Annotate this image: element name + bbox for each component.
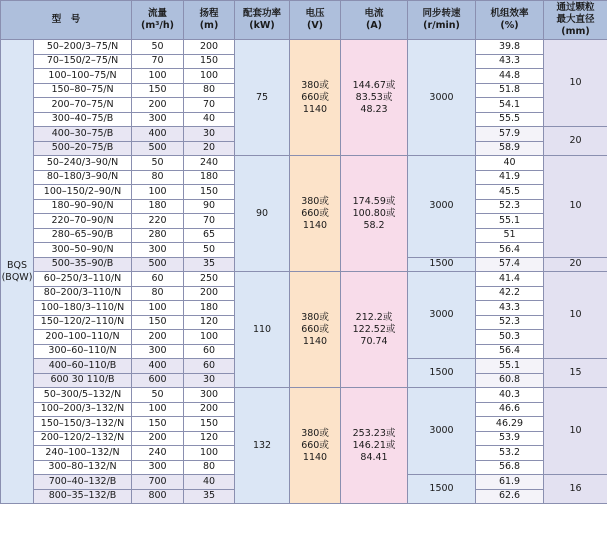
- model-cell: 150–80–75/N: [34, 83, 132, 98]
- model-cell: 240–100–132/N: [34, 446, 132, 461]
- head-cell: 150: [184, 417, 235, 432]
- head-cell: 65: [184, 228, 235, 243]
- flow-cell: 100: [132, 402, 184, 417]
- table-row: [1, 388, 607, 403]
- efficiency-cell: 42.2: [476, 286, 544, 301]
- model-cell: 50–240/3–90/N: [34, 156, 132, 171]
- particle-diameter-cell: 10: [544, 388, 607, 475]
- flow-cell: 200: [132, 431, 184, 446]
- flow-cell: 200: [132, 98, 184, 113]
- flow-cell: 400: [132, 359, 184, 374]
- head-cell: 60: [184, 344, 235, 359]
- model-cell: 100–180/3–110/N: [34, 301, 132, 316]
- flow-cell: 800: [132, 489, 184, 504]
- efficiency-cell: 53.9: [476, 431, 544, 446]
- head-cell: 30: [184, 373, 235, 388]
- model-cell: 600 30 110/B: [34, 373, 132, 388]
- efficiency-cell: 58.9: [476, 141, 544, 156]
- model-cell: 280–65–90/B: [34, 228, 132, 243]
- efficiency-cell: 54.1: [476, 98, 544, 113]
- efficiency-cell: 53.2: [476, 446, 544, 461]
- cell-line: 380或: [301, 311, 329, 323]
- current-cell: [341, 40, 408, 156]
- model-cell: 150–150/3–132/N: [34, 417, 132, 432]
- cell-line: 174.59或: [352, 195, 396, 207]
- efficiency-cell: 43.3: [476, 301, 544, 316]
- model-cell: 300–80–132/N: [34, 460, 132, 475]
- head-cell: 80: [184, 460, 235, 475]
- efficiency-cell: 57.4: [476, 257, 544, 272]
- head-cell: 120: [184, 315, 235, 330]
- flow-cell: 150: [132, 417, 184, 432]
- efficiency-cell: 55.1: [476, 359, 544, 374]
- head-cell: 100: [184, 330, 235, 345]
- cell-line: 1140: [302, 451, 328, 463]
- efficiency-cell: 61.9: [476, 475, 544, 490]
- flow-cell: 280: [132, 228, 184, 243]
- flow-cell: 60: [132, 272, 184, 287]
- speed-cell: 3000: [408, 388, 476, 475]
- cell-line: 144.67或: [352, 79, 396, 91]
- cell-line: 70.74: [360, 335, 388, 347]
- power-cell: 90: [235, 156, 290, 272]
- head-cell: 40: [184, 112, 235, 127]
- table-row: [1, 272, 607, 287]
- flow-cell: 500: [132, 257, 184, 272]
- flow-cell: 150: [132, 83, 184, 98]
- series-name: BQS: [6, 259, 28, 271]
- efficiency-cell: 45.5: [476, 185, 544, 200]
- particle-diameter-cell: 10: [544, 272, 607, 359]
- head-cell: 100: [184, 69, 235, 84]
- efficiency-cell: 39.8: [476, 40, 544, 55]
- voltage-cell: [290, 388, 341, 504]
- efficiency-cell: 41.4: [476, 272, 544, 287]
- flow-cell: 220: [132, 214, 184, 229]
- efficiency-cell: 57.9: [476, 127, 544, 142]
- model-cell: 200–70–75/N: [34, 98, 132, 113]
- efficiency-cell: 51: [476, 228, 544, 243]
- cell-line: 146.21或: [352, 439, 396, 451]
- cell-line: 100.80或: [352, 207, 396, 219]
- cell-line: 253.23或: [352, 427, 396, 439]
- particle-diameter-cell: 16: [544, 475, 607, 504]
- flow-cell: 100: [132, 69, 184, 84]
- head-cell: 180: [184, 170, 235, 185]
- cell-line: 1140: [302, 103, 328, 115]
- head-cell: 200: [184, 286, 235, 301]
- head-cell: 200: [184, 402, 235, 417]
- speed-cell: 3000: [408, 40, 476, 156]
- head-cell: 70: [184, 98, 235, 113]
- flow-cell: 300: [132, 243, 184, 258]
- flow-cell: 70: [132, 54, 184, 69]
- header-model: 型 号: [1, 1, 132, 40]
- head-cell: 20: [184, 141, 235, 156]
- model-cell: 100–150/2–90/N: [34, 185, 132, 200]
- header-flow: 流量 (m³/h): [132, 1, 184, 40]
- flow-cell: 300: [132, 460, 184, 475]
- cell-line: 380或: [301, 427, 329, 439]
- series-alt-name: (BQW): [1, 271, 33, 283]
- header-efficiency: 机组效率 (%): [476, 1, 544, 40]
- head-cell: 70: [184, 214, 235, 229]
- cell-line: 380或: [301, 195, 329, 207]
- model-cell: 50–300/5–132/N: [34, 388, 132, 403]
- cell-line: 83.53或: [355, 91, 393, 103]
- head-cell: 180: [184, 301, 235, 316]
- model-cell: 500–20–75/B: [34, 141, 132, 156]
- series-label: [1, 40, 34, 504]
- speed-cell: 3000: [408, 272, 476, 359]
- head-cell: 250: [184, 272, 235, 287]
- flow-cell: 700: [132, 475, 184, 490]
- header-head: 扬程 (m): [184, 1, 235, 40]
- model-cell: 70–150/2–75/N: [34, 54, 132, 69]
- efficiency-cell: 41.9: [476, 170, 544, 185]
- flow-cell: 150: [132, 315, 184, 330]
- cell-line: 48.23: [360, 103, 388, 115]
- efficiency-cell: 52.3: [476, 199, 544, 214]
- power-cell: 75: [235, 40, 290, 156]
- model-cell: 500–35–90/B: [34, 257, 132, 272]
- speed-cell: 1500: [408, 359, 476, 388]
- header-row: [1, 1, 607, 40]
- efficiency-cell: 46.29: [476, 417, 544, 432]
- particle-diameter-cell: 20: [544, 257, 607, 272]
- head-cell: 90: [184, 199, 235, 214]
- voltage-cell: [290, 40, 341, 156]
- cell-line: 212.2或: [355, 311, 393, 323]
- header-voltage: 电压 (V): [290, 1, 341, 40]
- voltage-cell: [290, 272, 341, 388]
- efficiency-cell: 51.8: [476, 83, 544, 98]
- table-row: [1, 156, 607, 171]
- cell-line: 660或: [301, 439, 329, 451]
- particle-diameter-cell: 10: [544, 40, 607, 127]
- header-power: 配套功率 (kW): [235, 1, 290, 40]
- model-cell: 150–120/2–110/N: [34, 315, 132, 330]
- header-current: 电流 (A): [341, 1, 408, 40]
- efficiency-cell: 44.8: [476, 69, 544, 84]
- cell-line: 84.41: [360, 451, 388, 463]
- head-cell: 60: [184, 359, 235, 374]
- model-cell: 700–40–132/B: [34, 475, 132, 490]
- efficiency-cell: 62.6: [476, 489, 544, 504]
- model-cell: 300–40–75/B: [34, 112, 132, 127]
- efficiency-cell: 60.8: [476, 373, 544, 388]
- power-cell: 110: [235, 272, 290, 388]
- head-cell: 35: [184, 257, 235, 272]
- efficiency-cell: 40: [476, 156, 544, 171]
- header-speed: 同步转速 (r/min): [408, 1, 476, 40]
- speed-cell: 1500: [408, 475, 476, 504]
- speed-cell: 3000: [408, 156, 476, 258]
- head-cell: 150: [184, 54, 235, 69]
- cell-line: 58.2: [363, 219, 385, 231]
- efficiency-cell: 55.1: [476, 214, 544, 229]
- table-body: [1, 40, 607, 504]
- efficiency-cell: 50.3: [476, 330, 544, 345]
- flow-cell: 80: [132, 286, 184, 301]
- particle-diameter-cell: 15: [544, 359, 607, 388]
- head-cell: 40: [184, 475, 235, 490]
- model-cell: 100–100–75/N: [34, 69, 132, 84]
- head-cell: 240: [184, 156, 235, 171]
- flow-cell: 180: [132, 199, 184, 214]
- particle-diameter-cell: 20: [544, 127, 607, 156]
- model-cell: 80–180/3–90/N: [34, 170, 132, 185]
- efficiency-cell: 56.8: [476, 460, 544, 475]
- model-cell: 800–35–132/B: [34, 489, 132, 504]
- model-cell: 220–70–90/N: [34, 214, 132, 229]
- model-cell: 300–60–110/N: [34, 344, 132, 359]
- flow-cell: 100: [132, 185, 184, 200]
- cell-line: 380或: [301, 79, 329, 91]
- current-cell: [341, 156, 408, 272]
- model-cell: 60–250/3–110/N: [34, 272, 132, 287]
- efficiency-cell: 40.3: [476, 388, 544, 403]
- flow-cell: 50: [132, 156, 184, 171]
- cell-line: 660或: [301, 91, 329, 103]
- flow-cell: 50: [132, 388, 184, 403]
- header-particle-diameter: 通过颗粒 最大直径 (mm): [544, 1, 607, 40]
- head-cell: 35: [184, 489, 235, 504]
- head-cell: 50: [184, 243, 235, 258]
- model-cell: 300–50–90/N: [34, 243, 132, 258]
- flow-cell: 600: [132, 373, 184, 388]
- flow-cell: 500: [132, 141, 184, 156]
- efficiency-cell: 43.3: [476, 54, 544, 69]
- flow-cell: 300: [132, 344, 184, 359]
- flow-cell: 80: [132, 170, 184, 185]
- head-cell: 200: [184, 40, 235, 55]
- current-cell: [341, 272, 408, 388]
- head-cell: 300: [184, 388, 235, 403]
- cell-line: 1140: [302, 219, 328, 231]
- efficiency-cell: 56.4: [476, 344, 544, 359]
- model-cell: 200–120/2–132/N: [34, 431, 132, 446]
- efficiency-cell: 55.5: [476, 112, 544, 127]
- flow-cell: 300: [132, 112, 184, 127]
- flow-cell: 240: [132, 446, 184, 461]
- power-cell: 132: [235, 388, 290, 504]
- model-cell: 180–90–90/N: [34, 199, 132, 214]
- model-cell: 100–200/3–132/N: [34, 402, 132, 417]
- flow-cell: 200: [132, 330, 184, 345]
- cell-line: 660或: [301, 207, 329, 219]
- model-cell: 200–100–110/N: [34, 330, 132, 345]
- head-cell: 120: [184, 431, 235, 446]
- head-cell: 80: [184, 83, 235, 98]
- model-cell: 400–60–110/B: [34, 359, 132, 374]
- head-cell: 100: [184, 446, 235, 461]
- model-cell: 80–200/3–110/N: [34, 286, 132, 301]
- table-row: [1, 40, 607, 55]
- voltage-cell: [290, 156, 341, 272]
- particle-diameter-cell: 10: [544, 156, 607, 258]
- current-cell: [341, 388, 408, 504]
- flow-cell: 100: [132, 301, 184, 316]
- cell-line: 122.52或: [352, 323, 396, 335]
- model-cell: 400–30–75/B: [34, 127, 132, 142]
- head-cell: 150: [184, 185, 235, 200]
- flow-cell: 50: [132, 40, 184, 55]
- efficiency-cell: 46.6: [476, 402, 544, 417]
- cell-line: 660或: [301, 323, 329, 335]
- speed-cell: 1500: [408, 257, 476, 272]
- model-cell: 50–200/3–75/N: [34, 40, 132, 55]
- flow-cell: 400: [132, 127, 184, 142]
- efficiency-cell: 52.3: [476, 315, 544, 330]
- efficiency-cell: 56.4: [476, 243, 544, 258]
- head-cell: 30: [184, 127, 235, 142]
- cell-line: 1140: [302, 335, 328, 347]
